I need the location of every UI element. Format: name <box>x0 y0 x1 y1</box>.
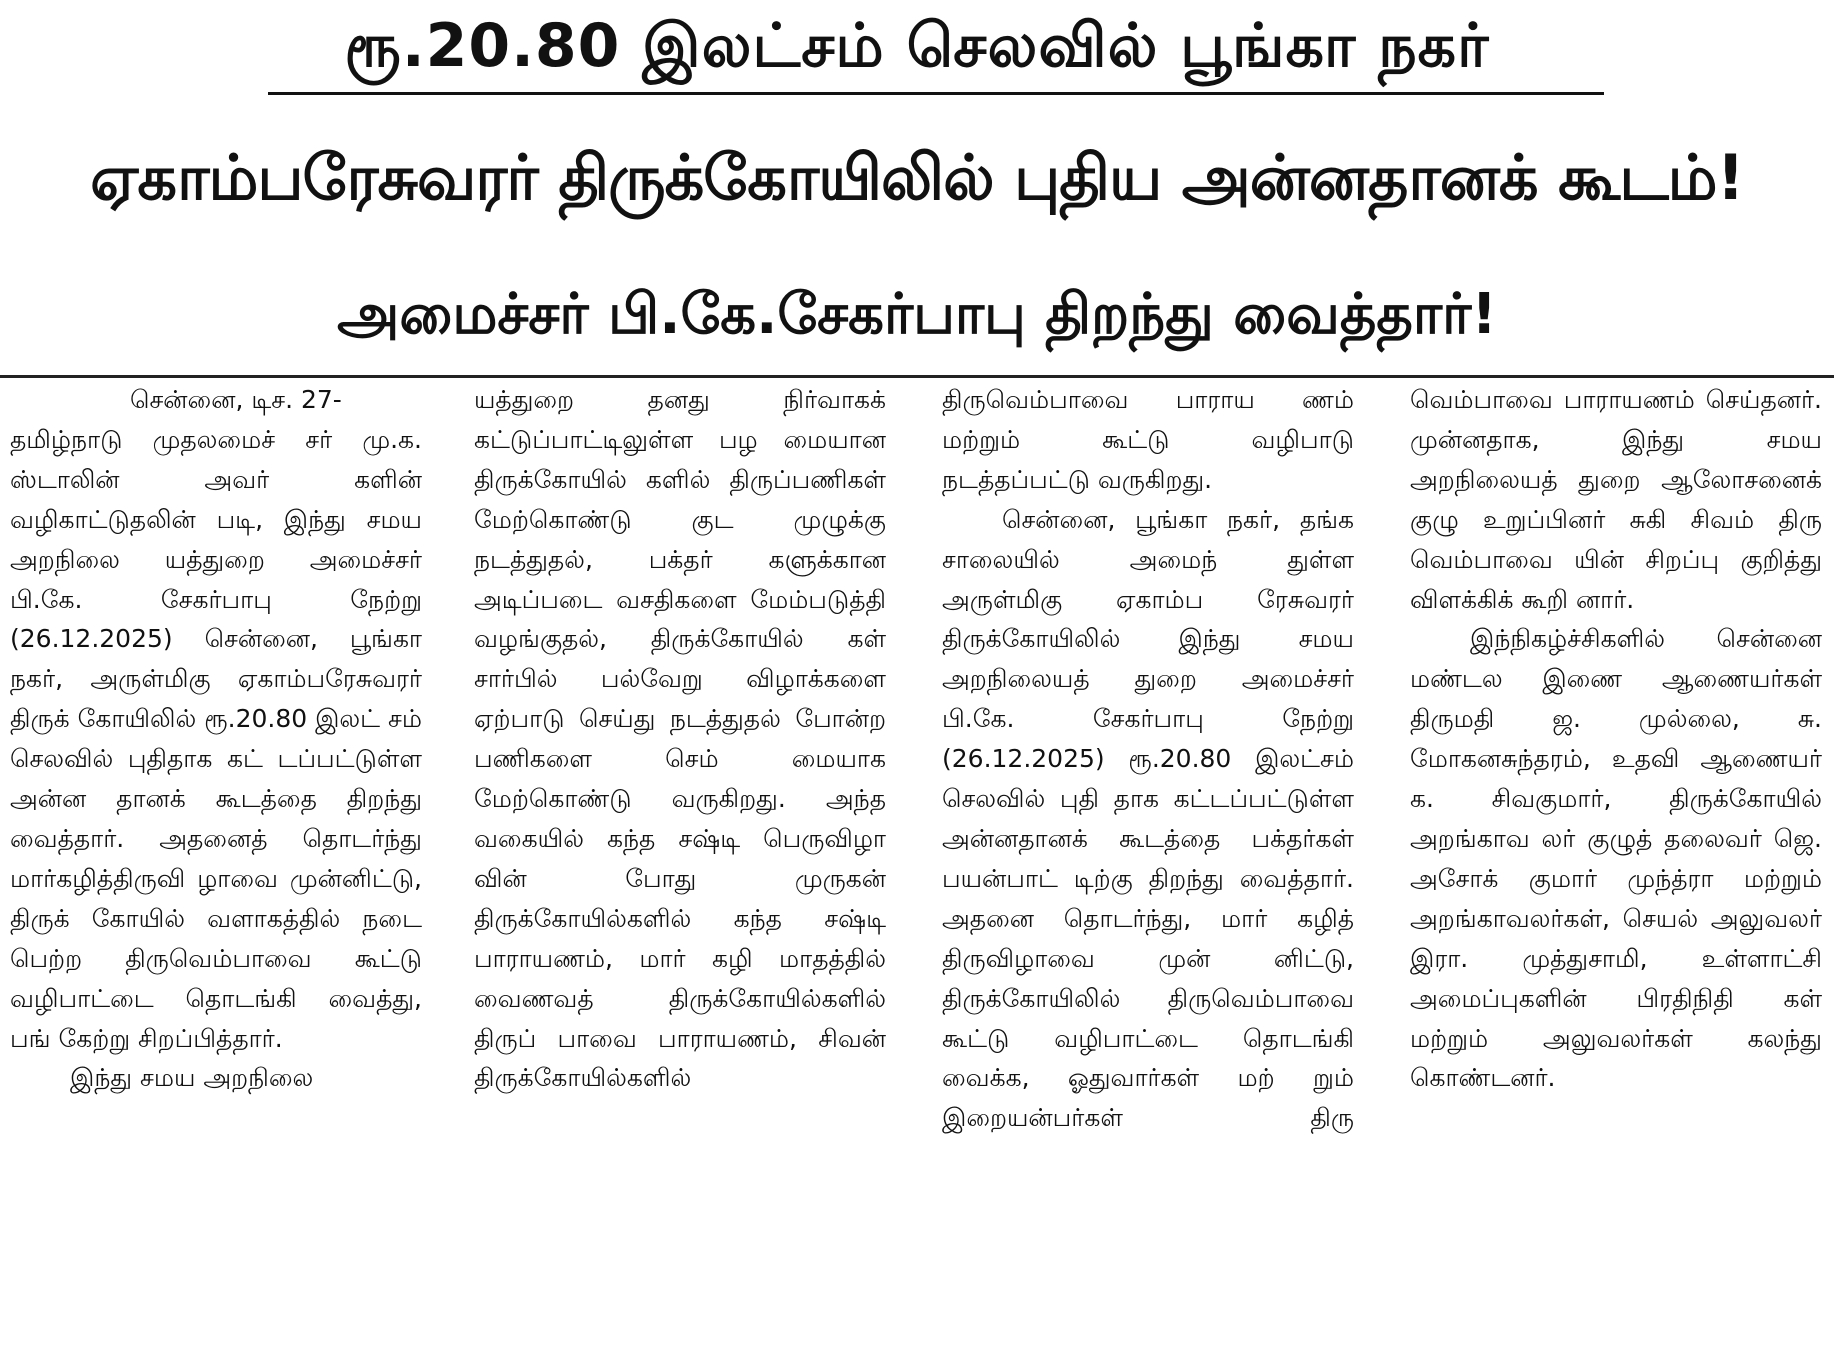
column-1-paragraph-1: தமிழ்நாடு முதலமைச் சர் மு.க. ஸ்டாலின் அவர் களின் வழிகாட்டுதலின் படி, இந்து சமய அறநிலை யத்துறை அமைச்சர் பி.கே. சேகர்பாபு நேற்று (26.12.2025) சென்னை, பூங்கா நகர், அருள்மிகு ஏகாம்பரேசுவரர் திருக் கோயிலில் ரூ.20.80 இலட் சம் செலவில் புதிதாக கட் டப்பட்டுள்ள அன்ன தானக் கூடத்தை திறந்து வைத்தார். அதனைத் தொடர்ந்து மார்கழித்திருவி ழாவை முன்னிட்டு, திருக் கோயில் வளாகத்தில் நடை பெற்ற திருவெம்பாவை கூட்டு வழிபாட்டை தொடங்கி வைத்து, பங் கேற்று சிறப்பித்தார். <box>10 424 422 1053</box>
dateline: சென்னை, டிச. 27- <box>130 385 342 414</box>
column-4-paragraph-2: இந்நிகழ்ச்சிகளில் சென்னை மண்டல இணை ஆணையர்கள் திருமதி ஜ. முல்லை, சு. மோகனசுந்தரம், உதவி ஆணையர் க. சிவகுமார், திருக்கோயில் அறங்காவ லர் குழுத் தலைவர் ஜெ. அசோக் குமார் முந்த்ரா மற்றும் அறங்காவலர்கள், செயல் அலுவலர் இரா. முத்துசாமி, உள்ளாட்சி அமைப்புகளின் பிரதிநிதி கள் மற்றும் அலுவலர்கள் கலந்து கொண்டனர். <box>1410 624 1822 1093</box>
article-column-2 <box>470 380 890 1355</box>
column-4-paragraph-1: வெம்பாவை பாராயணம் செய்தனர். முன்னதாக, இந்து சமய அறநிலையத் துறை ஆலோசனைக் குழு உறுப்பினர் சுகி சிவம் திரு வெம்பாவை யின் சிறப்பு குறித்து விளக்கிக் கூறி னார். <box>1410 385 1822 614</box>
column-3-paragraph-1: திருவெம்பாவை பாராய ணம் மற்றும் கூட்டு வழிபாடு நடத்தப்பட்டு வருகிறது. <box>942 385 1354 494</box>
kicker-underline <box>268 92 1604 95</box>
column-3-paragraph-2: சென்னை, பூங்கா நகர், தங்க சாலையில் அமைந் துள்ள அருள்மிகு ஏகாம்ப ரேசுவரர் திருக்கோயிலில் இந்து சமய அறநிலையத் துறை அமைச்சர் பி.கே. சேகர்பாபு நேற்று (26.12.2025) ரூ.20.80 இலட்சம் செலவில் புதி தாக கட்டப்பட்டுள்ள அன்னதானக் கூடத்தை பக்தர்கள் பயன்பாட் டிற்கு திறந்து வைத்தார். அதனை தொடர்ந்து, மார் கழித் திருவிழாவை முன் னிட்டு, திருக்கோயிலில் திருவெம்பாவை கூட்டு வழிபாட்டை தொடங்கி வைக்க, ஓதுவார்கள் மற் றும் இறையன்பர்கள் திரு <box>942 504 1354 1133</box>
sub-headline: அமைச்சர் பி.கே.சேகர்பாபு திறந்து வைத்தார்! <box>337 282 1497 347</box>
column-1-paragraph-2: இந்து சமய அறநிலை <box>70 1063 314 1093</box>
column-2-paragraph-1: யத்துறை தனது நிர்வாகக் கட்டுப்பாட்டிலுள்ள பழ மையான திருக்கோயில் களில் திருப்பணிகள் மேற்கொண்டு குட முழுக்கு நடத்துதல், பக்தர் களுக்கான அடிப்படை வசதிகளை மேம்படுத்தி வழங்குதல், திருக்கோயில் கள் சார்பில் பல்வேறு விழாக்களை ஏற்பாடு செய்து நடத்துதல் போன்ற பணிகளை செம் மையாக மேற்கொண்டு வருகிறது. அந்த வகையில் கந்த சஷ்டி பெருவிழா வின் போது முருகன் திருக்கோயில்களில் கந்த சஷ்டி பாராயணம், மார் கழி மாதத்தில் வைணவத் திருக்கோயில்களில் திருப் பாவை பாராயணம், சிவன் திருக்கோயில்களில் <box>474 385 886 1093</box>
headline-divider <box>0 375 1834 378</box>
main-headline: ஏகாம்பரேசுவரர் திருக்கோயிலில் புதிய அன்னதானக் கூடம்! <box>90 141 1744 214</box>
article-column-4 <box>1406 380 1826 1355</box>
article-column-3 <box>938 380 1358 1355</box>
article-column-1 <box>6 380 426 1355</box>
kicker-headline: ரூ.20.80 இலட்சம் செலவில் பூங்கா நகர் <box>344 11 1490 81</box>
